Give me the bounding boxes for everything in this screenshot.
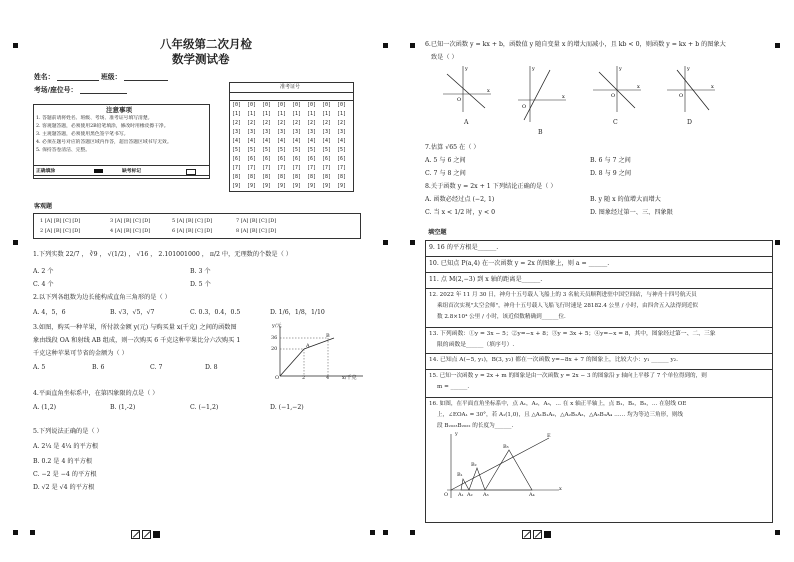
choice-cell[interactable]: 7 [A] [B] [C] [D] [236,218,277,224]
fig-label: B₃ [503,444,509,450]
digit-bubble[interactable]: [7] [262,165,272,171]
digit-bubble[interactable]: [8] [307,174,317,180]
digit-bubble[interactable]: [8] [322,174,332,180]
option: B. 6 与 7 之间 [590,157,631,164]
choice-cell[interactable]: 8 [A] [B] [C] [D] [236,228,277,234]
digit-bubble[interactable]: [8] [232,174,242,180]
digit-bubble[interactable]: [9] [262,183,272,189]
option: A. (1,2) [33,404,57,411]
choice-cell[interactable]: 3 [A] [B] [C] [D] [110,218,151,224]
option: A. 函数必经过点 (−2, 1) [425,196,495,203]
digit-bubble[interactable]: [5] [262,147,272,153]
digit-bubble[interactable]: [8] [277,174,287,180]
digit-bubble[interactable]: [1] [307,111,317,117]
question-3-line2: 象由线段 OA 和射线 AB 组成，则一次购买 6 千克这种苹果比分六次购买 1 [33,337,241,344]
digit-bubble[interactable]: [8] [262,174,272,180]
graph-origin: O [275,375,280,381]
class-label: 班级： [101,73,122,81]
question-16-line3: 段 B₂₀₂₃B₂₀₂₂ 的长度为______. [437,423,514,429]
option: B. √3，√5，√7 [110,309,155,316]
question-12-line2: 乘组首次实现"太空会师"，神舟十五号载人飞船飞行时速是 28182.4 公里 / 小时，由四舍五入法得到近似 [437,303,699,309]
digit-bubble[interactable]: [6] [307,156,317,162]
page-marks [131,530,160,539]
corner-mark [410,240,415,245]
digit-bubble[interactable]: [5] [277,147,287,153]
corner-mark [383,43,388,48]
digit-bubble[interactable]: [8] [292,174,302,180]
question-12[interactable]: 12. 2022 年 11 月 30 日，神舟十五号载人飞船上的 3 名航天员顺利进驻中国空间站，与神舟十四号航天员 [429,292,697,298]
question-15[interactable]: 15. 已知一次函数 y = 2x + m 的图象是由一次函数 y = 2x − 3 的图象沿 y 轴向上平移了 7 个单位得到的，则 [429,373,707,379]
digit-bubble[interactable]: [6] [277,156,287,162]
digit-bubble[interactable]: [1] [322,111,332,117]
svg-text:O: O [611,93,616,99]
option: B. 3 个 [190,268,211,275]
q6-graph-d [665,64,717,114]
question-13-line2: 限的函数是______（填序号）. [437,342,515,348]
digit-bubble[interactable]: [2] [232,120,242,126]
corner-mark [30,530,35,535]
question-14[interactable]: 14. 已知点 A(−5, y₁)，B(3, y₂) 都在一次函数 y=−8x + 7 的图象上，比较大小：y₁ ______ y₂. [429,357,678,363]
notes-title: 注意事项 [106,106,132,114]
digit-bubble[interactable]: [7] [277,165,287,171]
corner-mark [370,530,375,535]
digit-bubble[interactable]: [9] [232,183,242,189]
registration-solid-square-icon [153,531,160,538]
note-line: 5. 保持答卷清洁、完整。 [36,148,91,153]
digit-bubble[interactable]: [1] [277,111,287,117]
question-5: 5.下列说法正确的是（ ） [33,428,103,435]
graph-xtick: 2 [302,375,306,381]
fill-blank-title: 填空题 [428,229,447,236]
option: C. 7 与 8 之间 [425,170,466,177]
exam-number-divider [229,92,354,93]
fig-label: A₃ [483,492,489,498]
option: D. (−1,−2) [270,404,304,411]
question-16-line2: 上，∠EOA₁ = 30°，若 A₁(1,0)，且 △A₁B₁A₂，△A₂B₂A₃，△A₃B₃A₄ …… 均为等边三角形，则线 [437,412,683,418]
option: D. 8 [205,364,218,371]
row-divider [425,397,773,398]
digit-bubble[interactable]: [8] [247,174,257,180]
svg-text:x: x [487,88,490,94]
graph-option-label: D [687,119,692,126]
svg-text:y: y [532,66,535,72]
q16-figure [437,432,562,502]
question-6: 6.已知一次函数 y = kx + b，函数值 y 随自变量 x 的增大而减小，且 kb < 0，则函数 y = kx + b 的图象大 [425,41,726,48]
fig-label: x [559,486,562,492]
option: C. 7 [150,364,163,371]
digit-bubble[interactable]: [3] [307,129,317,135]
row-divider [425,272,773,273]
graph-point-b: B [326,333,330,339]
digit-bubble[interactable]: [6] [262,156,272,162]
corner-mark [13,43,18,48]
digit-bubble[interactable]: [4] [307,138,317,144]
fig-label: O [444,492,449,498]
option: D. 5 个 [190,281,211,288]
digit-bubble[interactable]: [1] [232,111,242,117]
corner-mark [410,43,415,48]
q6-graph-b [516,64,568,124]
digit-bubble[interactable]: [3] [277,129,287,135]
digit-bubble[interactable]: [6] [247,156,257,162]
note-line: 4. 必须在题号对应的答题区域内作答，超出答题区域书写无效。 [36,140,172,145]
name-label: 姓名： [34,73,55,81]
option: A. 2 个 [33,268,54,275]
option: A. 4，5，6 [33,309,66,316]
digit-bubble[interactable]: [5] [337,147,347,153]
graph-xtick: 4 [326,375,330,381]
corner-mark [13,240,18,245]
registration-solid-square-icon [544,531,551,538]
svg-text:y: y [687,66,690,72]
svg-text:x: x [711,84,714,90]
fig-label: y [455,431,458,437]
digit-bubble[interactable]: [9] [337,183,347,189]
option: D. 图象经过第一、三、四象限 [590,209,673,216]
digit-bubble[interactable]: [3] [337,129,347,135]
exam-number-label: 准考证号 [280,84,301,90]
question-12-line3: 数 2.8×10⁴ 公里 / 小时，该近似数精确到______位. [437,314,566,320]
choice-cell[interactable]: 2 [A] [B] [C] [D] [40,228,81,234]
registration-square-icon [522,530,531,539]
digit-bubble[interactable]: [3] [232,129,242,135]
digit-bubble[interactable]: [5] [247,147,257,153]
digit-bubble[interactable]: [4] [337,138,347,144]
digit-bubble[interactable]: [2] [262,120,272,126]
graph-xlabel: x/千克 [342,375,357,381]
digit-bubble[interactable]: [1] [337,111,347,117]
fig-label: A₂ [467,492,473,498]
digit-bubble[interactable]: [2] [337,120,347,126]
row-divider [425,369,773,370]
fig-label: B₂ [471,462,477,468]
registration-square-icon [131,530,140,539]
digit-bubble[interactable]: [7] [322,165,332,171]
digit-bubble[interactable]: [8] [337,174,347,180]
option: A. 2¼ 是 4¼ 的平方根 [33,443,99,450]
fig-label: B₁ [457,472,463,478]
digit-bubble[interactable]: [0] [232,102,242,108]
digit-bubble[interactable]: [5] [232,147,242,153]
exam-number-divider [229,100,354,101]
digit-bubble[interactable]: [4] [322,138,332,144]
graph-ytick: 20 [271,346,278,352]
question-2: 2.以下列各组数为边长能构成直角三角形的是（ ） [33,294,171,301]
digit-bubble[interactable]: [9] [307,183,317,189]
digit-bubble[interactable]: [3] [262,129,272,135]
graph-point-a: A [306,343,310,349]
option: D. 8 与 9 之间 [590,170,632,177]
digit-bubble[interactable]: [3] [292,129,302,135]
question-9[interactable]: 9. 16 的平方根是______. [429,244,499,251]
note-line: 3. 主观题答题，必须使用黑色签字笔书写。 [36,132,129,137]
question-4: 4.平面直角坐标系中，在第四象限的点是（ ） [33,390,159,397]
option: B. 6 [92,364,105,371]
correct-fill-sample [94,169,103,173]
digit-bubble[interactable]: [6] [337,156,347,162]
svg-text:O: O [679,93,684,99]
graph-ylabel: y/元 [272,323,282,329]
digit-bubble[interactable]: [3] [322,129,332,135]
digit-bubble[interactable]: [1] [262,111,272,117]
digit-bubble[interactable]: [5] [322,147,332,153]
registration-square-icon [533,530,542,539]
option: A. 5 [33,364,46,371]
digit-bubble[interactable]: [7] [232,165,242,171]
question-1: 1.下列实数 22/7 ， ∛9 ， √(1/2) ， √16 ， 2.101001000 ， π/2 中，无理数的个数是（ ） [33,251,292,258]
fig-label: A₁ [458,492,464,498]
digit-bubble[interactable]: [0] [277,102,287,108]
svg-text:x: x [562,94,565,100]
graph-option-label: A [464,119,469,126]
room-field[interactable] [80,93,127,94]
row-divider [425,256,773,257]
svg-text:O: O [522,104,527,110]
digit-bubble[interactable]: [0] [322,102,332,108]
fig-label: E [547,433,551,439]
choice-cell[interactable]: 6 [A] [B] [C] [D] [172,228,213,234]
q6-graph-a [441,64,493,114]
exam-title: 八年级第二次月检 [160,37,252,51]
choice-cell[interactable]: 4 [A] [B] [C] [D] [110,228,151,234]
option: A. 5 与 6 之间 [425,157,466,164]
digit-bubble[interactable]: [5] [292,147,302,153]
digit-bubble[interactable]: [2] [247,120,257,126]
digit-bubble[interactable]: [9] [322,183,332,189]
corner-mark [775,530,780,535]
digit-bubble[interactable]: [9] [292,183,302,189]
digit-bubble[interactable]: [4] [292,138,302,144]
digit-bubble[interactable]: [0] [262,102,272,108]
page-marks [522,530,551,539]
digit-bubble[interactable]: [7] [337,165,347,171]
corner-mark [383,530,388,535]
note-line: 2. 客观题答题，必须使用2B铅笔填涂，修改时用橡皮擦干净。 [36,124,169,129]
absent-mark-checkbox[interactable] [186,169,196,175]
digit-bubble[interactable]: [3] [247,129,257,135]
digit-bubble[interactable]: [6] [322,156,332,162]
option: C. (−1,2) [190,404,219,411]
digit-bubble[interactable]: [4] [247,138,257,144]
digit-bubble[interactable]: [2] [307,120,317,126]
digit-bubble[interactable]: [9] [277,183,287,189]
digit-bubble[interactable]: [0] [292,102,302,108]
svg-text:O: O [457,97,462,103]
note-line: 1. 答题前请将姓名、班级、考场、准考证号填写清楚。 [36,116,153,121]
choice-cell[interactable]: 1 [A] [B] [C] [D] [40,218,81,224]
digit-bubble[interactable]: [4] [232,138,242,144]
digit-bubble[interactable]: [6] [232,156,242,162]
right-page [397,0,794,562]
option: C. −2 是 −4 的平方根 [33,471,97,478]
digit-bubble[interactable]: [5] [307,147,317,153]
class-field[interactable] [124,80,168,81]
digit-bubble[interactable]: [2] [292,120,302,126]
graph-ytick: 36 [271,335,278,341]
question-6-line2: 致是（ ） [431,54,458,61]
digit-bubble[interactable]: [4] [262,138,272,144]
digit-bubble[interactable]: [0] [337,102,347,108]
correct-fill-label: 正确填涂 [36,168,56,174]
digit-bubble[interactable]: [7] [247,165,257,171]
objective-title: 客观题 [34,203,53,210]
choice-cell[interactable]: 5 [A] [B] [C] [D] [172,218,213,224]
option: C. 当 x < 1/2 时，y < 0 [425,209,496,216]
graph-option-label: B [538,129,543,136]
option: D. √2 是 √4 的平方根 [33,484,95,491]
corner-mark [410,530,415,535]
digit-bubble[interactable]: [2] [322,120,332,126]
digit-bubble[interactable]: [6] [292,156,302,162]
digit-bubble[interactable]: [1] [247,111,257,117]
digit-bubble[interactable]: [7] [307,165,317,171]
digit-bubble[interactable]: [7] [292,165,302,171]
question-10[interactable]: 10. 已知点 P(a,4) 在一次函数 y = 2x 的图象上，则 a = ______. [429,260,610,267]
corner-mark [775,43,780,48]
question-3: 3.如图，购买一种苹果，所付款金额 y(元) 与购买量 x(千克) 之间的函数图 [33,324,237,331]
digit-bubble[interactable]: [9] [247,183,257,189]
svg-text:y: y [619,66,622,72]
option: B. y 随 x 的值增大而增大 [590,196,661,203]
corner-mark [775,240,780,245]
digit-bubble[interactable]: [0] [307,102,317,108]
row-divider [425,353,773,354]
option: B. 0.2 是 4 的平方根 [33,458,93,465]
question-16[interactable]: 16. 如图，在平面直角坐标系中，点 A₁，A₂，A₃，… 在 x 轴正半轴上，点 B₁，B₂，B₃，… 在射线 OE [429,401,687,407]
objective-answer-box [33,213,361,239]
option: C. 4 个 [33,281,54,288]
digit-bubble[interactable]: [2] [277,120,287,126]
row-divider [425,327,773,328]
svg-text:y: y [465,66,468,72]
name-field[interactable] [57,80,99,81]
option: D. 1/6，1/8，1/10 [270,309,325,316]
graph-option-label: C [613,119,618,126]
fig-label: A₄ [529,492,535,498]
option: B. (1,-2) [110,404,136,411]
row-divider [425,288,773,289]
option: C. 0.3，0.4，0.5 [190,309,241,316]
question-13[interactable]: 13. 下列函数：①y = 3x − 5；②y=−x + 8；③y = 3x + 5；④y=−x = 8，其中，图象经过第一、二、三象 [429,331,716,337]
digit-bubble[interactable]: [4] [277,138,287,144]
digit-bubble[interactable]: [1] [292,111,302,117]
question-7: 7.估算 √65 在（ ） [425,144,480,151]
exam-subtitle: 数学测试卷 [172,52,230,66]
registration-square-icon [142,530,151,539]
corner-mark [13,530,18,535]
question-3-line3: 千克这种苹果可节省的金额为（ ） [33,350,128,357]
corner-mark [383,240,388,245]
q6-graph-c [591,64,643,114]
question-11[interactable]: 11. 点 M(2,−3) 到 x 轴的距离是______. [429,276,543,283]
absent-mark-label: 缺考标记 [122,168,142,174]
question-8: 8.关于函数 y = 2x + 1 下列结论正确的是（ ） [425,183,557,190]
svg-text:x: x [637,84,640,90]
digit-bubble[interactable]: [0] [247,102,257,108]
room-label: 考场/座位号： [34,86,78,94]
question-15-line2: m = ______. [437,384,470,390]
